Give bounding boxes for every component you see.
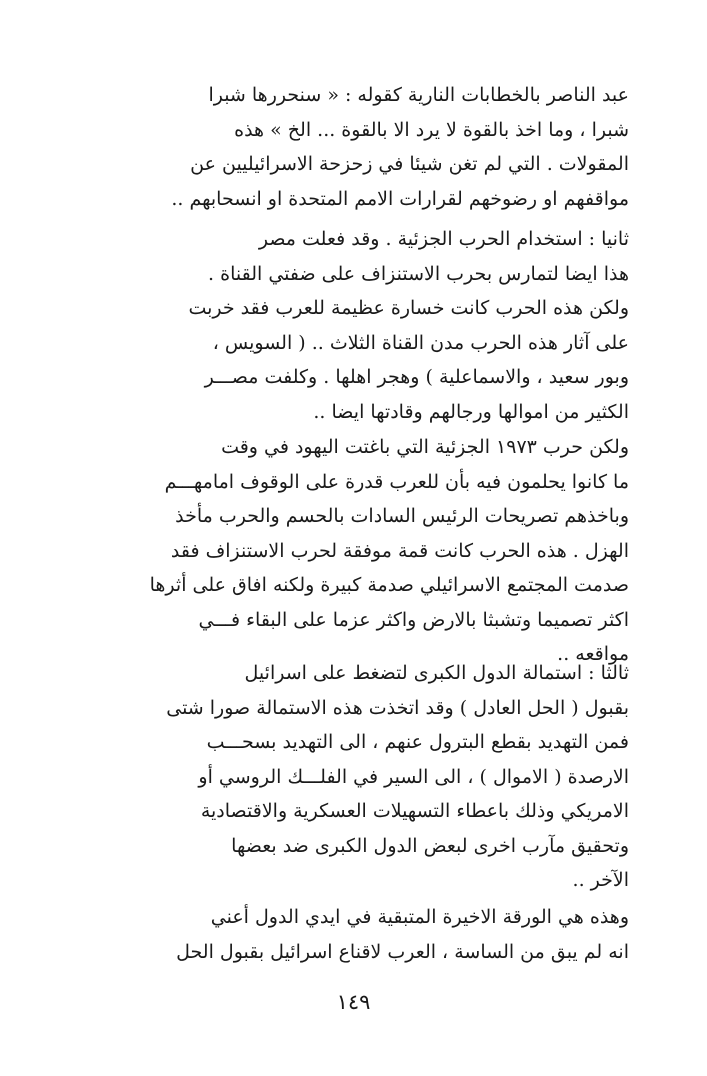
text-line: ثانيا : استخدام الحرب الجزئية . وقد فعلت مصر (258, 228, 629, 250)
text-line: ولكن حرب ١٩٧٣ الجزئية التي باغتت اليهود في وقت (221, 436, 629, 458)
text-line: بقبول ( الحل العادل ) وقد اتخذت هذه الاستمالة صورا شتى (166, 696, 629, 719)
paragraph-2 (96, 222, 629, 429)
text-line: وتحقيق مآرب اخرى لبعض الدول الكبرى ضد بعضها (231, 834, 629, 857)
text-line: الكثير من اموالها ورجالهم وقادتها ايضا .. (313, 400, 629, 423)
text-line: الهزل . هذه الحرب كانت قمة موفقة لحرب الاستنزاف فقد (170, 539, 629, 562)
text-line: انه لم يبق من الساسة ، العرب لاقناع اسرائيل بقبول الحل (176, 940, 629, 963)
text-line: الآخر .. (572, 869, 629, 891)
text-line: شبرا ، وما اخذ بالقوة لا يرد الا بالقوة ... الخ » هذه (234, 118, 629, 141)
text-line: مواقفهم او رضوخهم لقرارات الامم المتحدة او انسحابهم .. (171, 187, 629, 210)
text-line: وهذه هي الورقة الاخيرة المتبقية في ايدي الدول أعني (210, 906, 629, 928)
paragraph-3 (96, 430, 629, 672)
text-line: صدمت المجتمع الاسرائيلي صدمة كبيرة ولكنه افاق على أثرها (149, 574, 629, 596)
text-line: ما كانوا يحلمون فيه بأن للعرب قدرة على الوقوف امامهـــم (164, 470, 629, 493)
text-line: الارصدة ( الاموال ) ، الى السير في الفلـــك الروسي أو (198, 765, 629, 788)
text-line: هذا ايضا لتمارس بحرب الاستنزاف على ضفتي القناة . (208, 262, 629, 285)
text-line: على آثار هذه الحرب مدن القناة الثلاث .. ( السويس ، (212, 331, 629, 354)
paragraph-1 (96, 78, 629, 216)
text-line: ثالثا : استمالة الدول الكبرى لتضغط على اسرائيل (244, 662, 629, 684)
text-line: اكثر تصميما وتشبثا بالارض واكثر عزما على البقاء فـــي (198, 608, 629, 631)
text-line: عبد الناصر بالخطابات النارية كقوله : « سنحررها شبرا (208, 84, 629, 106)
paragraph-5 (96, 900, 629, 969)
text-line: الامريكي وذلك باعطاء التسهيلات العسكرية والاقتصادية (200, 800, 629, 822)
text-line: فمن التهديد بقطع البترول عنهم ، الى التهديد بسحـــب (206, 731, 629, 753)
text-line: وباخذهم تصريحات الرئيس السادات بالحسم والحرب مأخذ (175, 505, 629, 527)
page-number: ١٤٩ (336, 990, 371, 1014)
text-line: وبور سعيد ، والاسماعلية ) وهجر اهلها . وكلفت مصـــر (204, 366, 629, 388)
text-line: المقولات . التي لم تغن شيئا في زحزحة الاسرائيليين عن (190, 153, 629, 175)
text-line: مواقعه .. (557, 643, 629, 665)
text-line: ولكن هذه الحرب كانت خسارة عظيمة للعرب فقد خربت (188, 297, 629, 319)
paragraph-4 (96, 656, 629, 898)
